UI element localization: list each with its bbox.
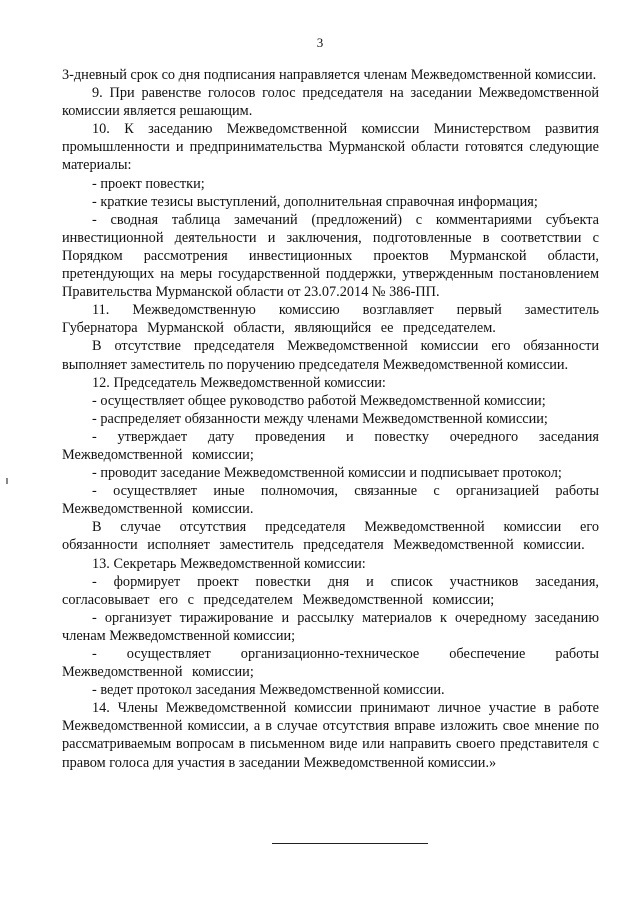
paragraph-8: В отсутствие председателя Межведомственной комиссии его обязанности выполняет заместитель по поручению председателя Межведомственной комиссии. [62, 338, 599, 373]
paragraph-6: - сводная таблица замечаний (предложений) с комментариями субъекта инвестиционной деятельности и заключения, подготовленные в соответствии с Порядком рассмотрения инвестиционных проектов Мурманской области, претендующих на меры государственной поддержки, утвержденным постановлением Правительства Мурманской области от 23.07.2014 № 386-ПП. [62, 211, 599, 301]
paragraph-5: - краткие тезисы выступлений, дополнительная справочная информация; [92, 193, 538, 210]
scan-artifact [6, 478, 8, 484]
paragraph-10: - осуществляет общее руководство работой Межведомственной комиссии; [92, 392, 546, 409]
paragraph-17: - формирует проект повестки дня и список участников заседания, согласовывает его с председателем Межведомственной комиссии; [62, 573, 599, 608]
paragraph-14: - осуществляет иные полномочия, связанные с организацией работы Межведомственной комиссии. [62, 483, 599, 518]
page-number: 3 [316, 35, 324, 50]
paragraph-12: - утверждает дату проведения и повестку очередного заседания Межведомственной комиссии; [62, 428, 599, 463]
paragraph-16: 13. Секретарь Межведомственной комиссии: [92, 555, 366, 572]
paragraph-9: 12. Председатель Межведомственной комиссии: [92, 374, 386, 391]
paragraph-19: - осуществляет организационно-техническое обеспечение работы Межведомственной комиссии; [62, 646, 599, 681]
paragraph-11: - распределяет обязанности между членами Межведомственной комиссии; [92, 410, 548, 427]
paragraph-2: 9. При равенстве голосов голос председателя на заседании Межведомственной комиссии является решающим. [62, 85, 599, 120]
paragraph-1: 3-дневный срок со дня подписания направляется членам Межведомственной комиссии. [62, 67, 597, 83]
paragraph-4: - проект повестки; [92, 175, 205, 192]
paragraph-21: 14. Члены Межведомственной комиссии принимают личное участие в работе Межведомственной комиссии, а в случае отсутствия вправе изложить свое мнение по рассматриваемым вопросам в письменном виде или направить своего представителя с правом голоса для участия в заседании Межведомственной комиссии.» [62, 700, 599, 771]
paragraph-7: 11. Межведомственную комиссию возглавляет первый заместитель Губернатора Мурманской области, являющийся ее председателем. [62, 302, 599, 337]
paragraph-20: - ведет протокол заседания Межведомственной комиссии. [92, 682, 445, 699]
paragraph-15: В случае отсутствия председателя Межведомственной комиссии его обязанности исполняет заместитель председателя Межведомственной комиссии. [62, 519, 599, 554]
document-body [62, 66, 599, 772]
closing-rule [272, 843, 428, 844]
paragraph-3: 10. К заседанию Межведомственной комиссии Министерством развития промышленности и предпринимательства Мурманской области готовятся следующие материалы: [62, 121, 599, 174]
paragraph-18: - организует тиражирование и рассылку материалов к очередному заседанию членам Межведомственной комиссии; [62, 609, 599, 644]
paragraph-13: - проводит заседание Межведомственной комиссии и подписывает протокол; [92, 465, 562, 482]
